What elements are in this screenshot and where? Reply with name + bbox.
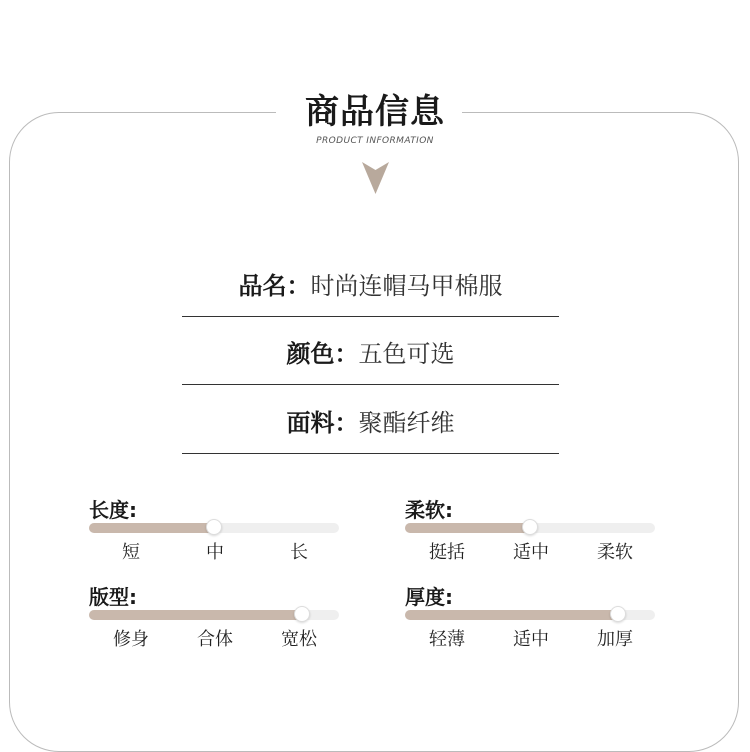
spec-knob	[610, 606, 626, 622]
info-row-name	[182, 253, 559, 317]
spec-label: 厚度:	[405, 585, 453, 609]
info-value: 聚酯纤维	[358, 409, 455, 437]
spec-option: 合体	[197, 629, 233, 650]
info-label: 面料：	[286, 409, 359, 437]
spec-option: 挺括	[429, 542, 465, 563]
spec-label: 版型:	[89, 585, 137, 609]
section-title: 商品信息	[305, 92, 445, 132]
spec-fill	[89, 523, 214, 533]
spec-option: 中	[206, 542, 224, 563]
spec-knob	[294, 606, 310, 622]
spec-option: 加厚	[597, 629, 633, 650]
spec-option: 长	[290, 542, 308, 563]
info-label: 品名：	[238, 272, 311, 300]
spec-option: 适中	[513, 629, 549, 650]
section-subtitle: PRODUCT INFORMATION	[316, 136, 434, 146]
down-arrow-icon	[362, 162, 389, 194]
spec-label: 柔软:	[405, 498, 453, 522]
spec-fill	[89, 610, 302, 620]
info-value: 时尚连帽马甲棉服	[310, 272, 503, 300]
spec-option: 修身	[113, 629, 149, 650]
spec-option: 柔软	[597, 542, 633, 563]
spec-knob	[522, 519, 538, 535]
spec-track	[405, 523, 655, 533]
info-row-fabric	[182, 390, 559, 454]
spec-track	[405, 610, 655, 620]
spec-knob	[206, 519, 222, 535]
spec-label: 长度:	[89, 498, 137, 522]
spec-option: 宽松	[281, 629, 317, 650]
info-label: 颜色：	[286, 340, 359, 368]
spec-option: 适中	[513, 542, 549, 563]
spec-track	[89, 610, 339, 620]
spec-fill	[405, 523, 530, 533]
info-value: 五色可选	[358, 340, 455, 368]
spec-option: 轻薄	[429, 629, 465, 650]
spec-option: 短	[122, 542, 140, 563]
info-row-color	[182, 321, 559, 385]
spec-fill	[405, 610, 618, 620]
spec-track	[89, 523, 339, 533]
